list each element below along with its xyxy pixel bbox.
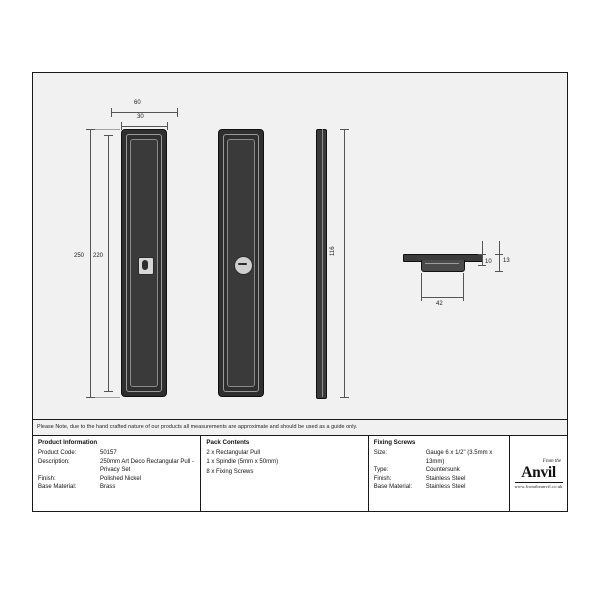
list-item: 2 x Rectangular Pull [206, 450, 261, 456]
description-key-cont [38, 466, 100, 475]
dim-13-line [499, 241, 500, 271]
dim-10-tick-bottom [478, 265, 486, 266]
screw-size-key: Size: [373, 450, 388, 456]
dim-220-tick-bottom [104, 391, 113, 392]
product-information-column [33, 436, 200, 511]
thumbturn-lever [142, 260, 148, 270]
front-plate-view [121, 129, 167, 397]
product-code-value: 50157 [100, 450, 117, 456]
pack-contents-heading: Pack Contents [206, 439, 250, 446]
dim-116-line [344, 129, 345, 397]
table-row [38, 475, 195, 484]
dim-220-tick-top [104, 135, 113, 136]
list-item: 1 x Spindle (5mm x 50mm) [206, 459, 279, 466]
screw-size-value: Gauge 6 x 1/2" (3.5mm x 13mm) [425, 450, 493, 465]
screw-type-value: Countersunk [425, 467, 460, 474]
dim-width-30-label: 30 [137, 114, 144, 120]
product-code-key: Product Code: [38, 450, 77, 456]
dim-13-tick-top [495, 254, 503, 255]
measurement-note: Please Note, due to the hand crafted nature of our products all measurements are approximate and should be used as a guide only. [32, 420, 568, 436]
dim-60-line [111, 112, 177, 113]
screw-finish-key: Finish: [373, 475, 392, 482]
release-plate-view [218, 129, 264, 397]
list-item: 8 x Fixing Screws [206, 468, 254, 475]
screw-base-material-value: Stainless Steel [425, 484, 466, 491]
technical-drawing-panel [32, 72, 568, 420]
section-inner-line [425, 263, 459, 264]
dim-width-42-label: 42 [436, 301, 443, 307]
dim-220-line [108, 135, 109, 391]
description-key: Description: [38, 458, 70, 465]
fixing-screws-heading: Fixing Screws [373, 439, 416, 446]
table-row [38, 458, 195, 467]
base-material-value: Brass [100, 484, 116, 491]
finish-value: Polished Nickel [100, 475, 142, 482]
table-row [374, 449, 504, 466]
logo-url-text: www.fromtheanvil.co.uk [514, 483, 563, 489]
dim-250-line [90, 129, 91, 397]
screw-type-key: Type: [373, 467, 389, 474]
release-slot [238, 263, 247, 265]
dim-42-line [421, 297, 463, 298]
description-value-cont: Privacy Set [100, 467, 131, 474]
table-row [374, 483, 504, 492]
fixing-screws-column [368, 436, 509, 511]
brand-logo-column [509, 436, 567, 511]
dim-10-line [482, 241, 483, 265]
dim-height-220-label: 220 [93, 253, 104, 259]
dim-116-tick-top [340, 129, 349, 130]
ext-line-top [90, 129, 120, 130]
dim-10-tick-top [478, 254, 486, 255]
logo-name-text: Anvil [521, 463, 556, 481]
screw-finish-value: Stainless Steel [425, 475, 466, 482]
dim-42-ext-right [463, 273, 464, 301]
dim-30-line [121, 126, 167, 127]
from-the-anvil-logo [510, 436, 567, 511]
section-plate-recess [421, 260, 465, 272]
dim-height-250-label: 250 [74, 253, 85, 259]
table-row [38, 466, 195, 475]
dim-width-60-label: 60 [134, 100, 141, 106]
side-elevation-edge-line [322, 129, 323, 397]
dim-13-tick-bottom [495, 271, 503, 272]
product-information-heading: Product Information [38, 439, 98, 446]
table-row [374, 466, 504, 475]
dim-30-tick-right [167, 122, 168, 130]
finish-key: Finish: [38, 475, 56, 482]
dim-depth-13-label: 13 [503, 258, 510, 264]
table-row [374, 475, 504, 484]
dim-height-116-label: 116 [330, 246, 336, 256]
specification-table [32, 436, 568, 512]
dim-42-ext-left [421, 273, 422, 301]
ext-line-bottom [90, 397, 120, 398]
release-escutcheon [234, 256, 253, 275]
logo-name-wrap [513, 463, 565, 483]
table-row [38, 483, 195, 492]
dim-60-tick-right [177, 108, 178, 117]
description-value: 250mm Art Deco Rectangular Pull - [100, 458, 195, 465]
table-row [38, 449, 195, 458]
dim-60-tick-left [111, 108, 112, 117]
dim-depth-10-label: 10 [485, 259, 492, 265]
dim-116-tick-bottom [340, 397, 349, 398]
screw-base-material-key: Base Material: [373, 484, 413, 491]
logo-from-text: From the [542, 458, 561, 464]
pack-contents-column [200, 436, 367, 511]
base-material-key: Base Material: [38, 484, 77, 491]
